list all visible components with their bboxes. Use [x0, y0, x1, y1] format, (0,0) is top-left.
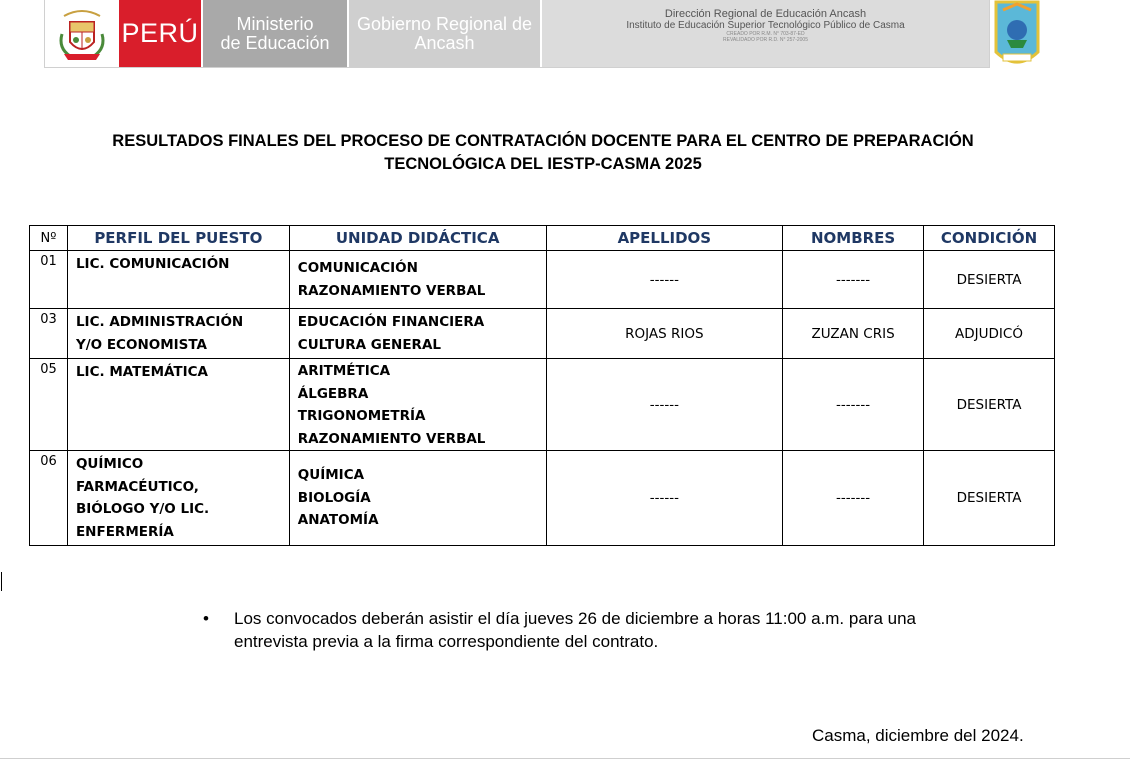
row-perfil	[67, 309, 289, 359]
header-nombres: NOMBRES	[783, 226, 924, 251]
title-line2: TECNOLÓGICA DEL IESTP-CASMA 2025	[384, 155, 702, 173]
perfil-line: QUÍMICO	[75, 456, 144, 472]
direction-label: Dirección Regional de Educación Ancash	[664, 8, 867, 20]
row-perfil	[67, 359, 289, 451]
shield-icon	[993, 0, 1041, 71]
note-line2: entrevista previa a la firma correspondiente del contrato.	[234, 632, 659, 651]
peru-label: PERÚ	[121, 18, 199, 48]
institute-label: Instituto de Educación Superior Tecnológico Público de Casma	[626, 20, 905, 31]
created-label: CREADO POR R.M. N° 703-87-ED	[726, 31, 805, 37]
row-perfil	[67, 451, 289, 546]
unidad-item: TRIGONOMETRÍA	[297, 408, 426, 424]
row-condicion: ADJUDICÓ	[924, 309, 1055, 359]
perfil-line: LIC. MATEMÁTICA	[75, 364, 208, 380]
institute-shield-logo	[993, 0, 1041, 71]
title-line1: RESULTADOS FINALES DEL PROCESO DE CONTRATACIÓN DOCENTE PARA EL CENTRO DE PREPARACIÓN	[112, 132, 974, 150]
unidad-item: EDUCACIÓN FINANCIERA	[297, 314, 485, 330]
results-table	[29, 225, 1055, 546]
row-condicion: DESIERTA	[924, 359, 1055, 451]
row-apellidos: ------	[546, 451, 783, 546]
perfil-line: LIC. ADMINISTRACIÓN	[75, 314, 244, 330]
ministry-line2: de Educación	[220, 32, 330, 53]
page-divider	[0, 758, 1130, 759]
perfil-line: LIC. COMUNICACIÓN	[75, 256, 230, 272]
header-apellidos: APELLIDOS	[546, 226, 783, 251]
row-unidad	[289, 451, 546, 546]
row-unidad	[289, 251, 546, 309]
peru-brand	[119, 0, 201, 67]
peru-coat-of-arms-logo	[45, 0, 119, 67]
table-row	[30, 309, 1055, 359]
row-perfil	[67, 251, 289, 309]
document-title	[40, 130, 1046, 176]
unidad-item: RAZONAMIENTO VERBAL	[297, 430, 486, 447]
row-unidad	[289, 359, 546, 451]
row-apellidos: ------	[546, 359, 783, 451]
row-number: 03	[30, 309, 68, 359]
revalidated-label: REVALIDADO POR R.D. N° 257-2005	[723, 37, 808, 43]
bullet-icon: •	[203, 609, 209, 628]
unidad-item: ANATOMÍA	[297, 512, 379, 529]
row-number: 05	[30, 359, 68, 451]
row-condicion: DESIERTA	[924, 251, 1055, 309]
row-number: 06	[30, 451, 68, 546]
header-banner	[44, 0, 990, 68]
row-condicion: DESIERTA	[924, 451, 1055, 546]
table-row	[30, 451, 1055, 546]
unidad-item: ÁLGEBRA	[297, 385, 369, 402]
place-date: Casma, diciembre del 2024.	[812, 726, 1024, 745]
perfil-line: FARMACÉUTICO,	[75, 478, 199, 495]
row-unidad	[289, 309, 546, 359]
coat-of-arms-icon	[54, 4, 110, 64]
header-unidad: UNIDAD DIDÁCTICA	[289, 226, 546, 251]
institute-brand	[542, 0, 989, 67]
header-condicion: CONDICIÓN	[924, 226, 1055, 251]
row-nombres: ZUZAN CRIS	[783, 309, 924, 359]
text-cursor	[1, 572, 2, 591]
unidad-item: BIOLOGÍA	[297, 489, 371, 506]
table-row	[30, 359, 1055, 451]
row-nombres: -------	[783, 359, 924, 451]
unidad-item: QUÍMICA	[297, 467, 365, 484]
perfil-line: ENFERMERÍA	[75, 523, 174, 540]
perfil-line: BIÓLOGO Y/O LIC.	[75, 501, 210, 517]
ministry-brand	[203, 0, 347, 67]
row-nombres: -------	[783, 251, 924, 309]
row-number: 01	[30, 251, 68, 309]
row-nombres: -------	[783, 451, 924, 546]
region-line1: Gobierno Regional de	[356, 13, 533, 34]
header-number: Nº	[30, 226, 68, 251]
unidad-item: COMUNICACIÓN	[297, 260, 418, 276]
region-line2: Ancash	[414, 32, 475, 53]
table-header-row	[30, 226, 1055, 251]
header-perfil: PERFIL DEL PUESTO	[67, 226, 289, 251]
unidad-item: RAZONAMIENTO VERBAL	[297, 282, 486, 299]
note-paragraph	[203, 607, 993, 653]
table-row	[30, 251, 1055, 309]
regional-government-brand	[349, 0, 540, 67]
unidad-item: CULTURA GENERAL	[297, 336, 442, 353]
row-apellidos: ------	[546, 251, 783, 309]
unidad-item: ARITMÉTICA	[297, 363, 391, 379]
row-apellidos: ROJAS RIOS	[546, 309, 783, 359]
perfil-line: Y/O ECONOMISTA	[75, 336, 208, 353]
note-line1: Los convocados deberán asistir el día jueves 26 de diciembre a horas 11:00 a.m. para una	[234, 609, 916, 628]
ministry-line1: Ministerio	[236, 13, 314, 34]
